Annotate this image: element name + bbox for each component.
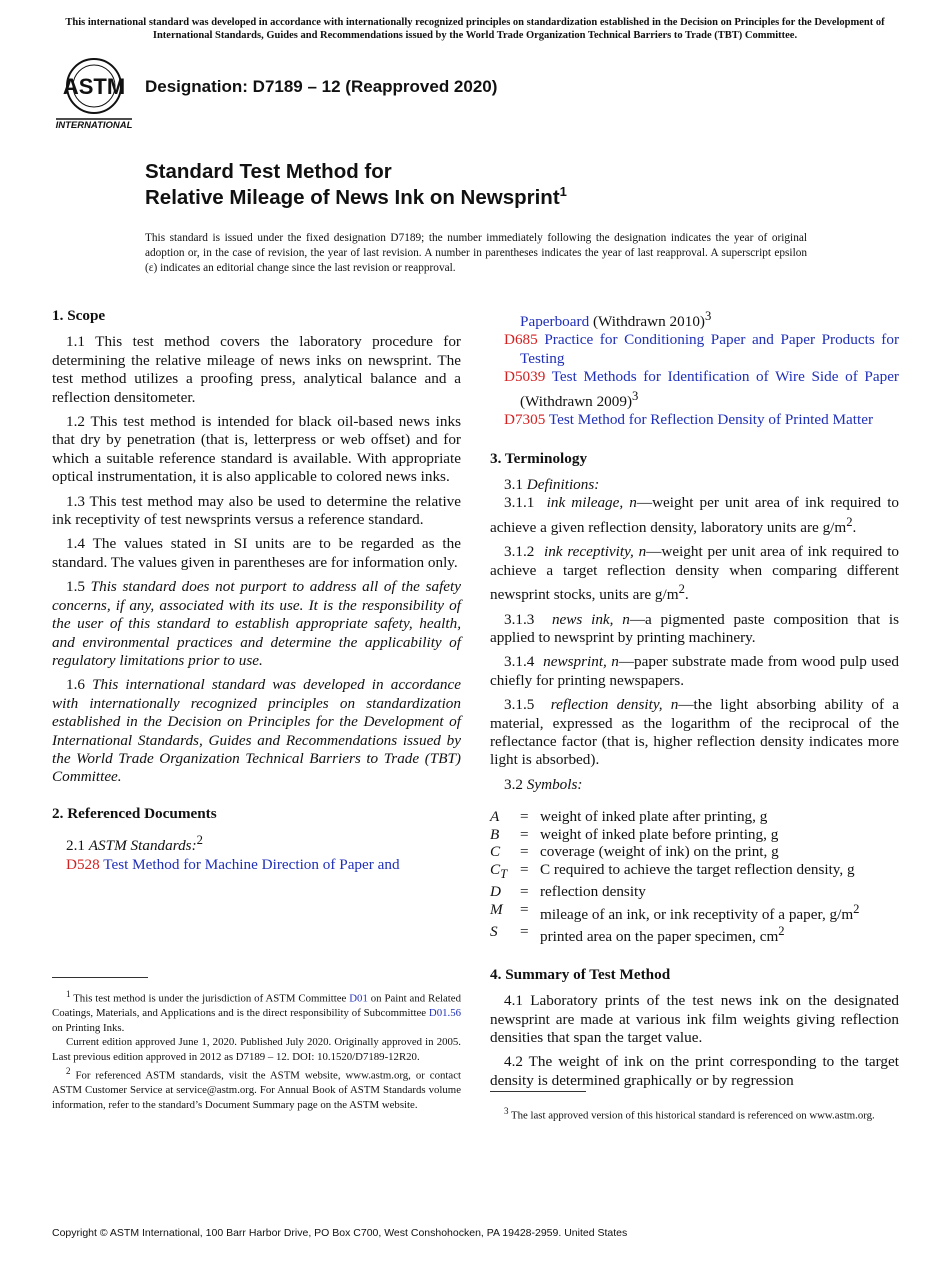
symbol-desc: weight of inked plate after printing, g <box>540 808 768 826</box>
def-news-ink <box>490 611 899 648</box>
symbol-row: $C_T$ = C required to achieve the target reflection density, g <box>490 861 899 884</box>
def-term: newsprint, n <box>543 653 619 671</box>
ref-code[interactable]: D7305 <box>504 411 546 429</box>
def-text: —the light absorbing ability of a material, expressed as the logarithm of the reciprocal of the reflectance factor (that is, higher reflection density indicates more light is absorbed). <box>490 696 899 769</box>
astm-logo-graphic <box>54 56 134 132</box>
ref-d528[interactable] <box>52 856 461 874</box>
def-num: 3.1.1 <box>504 494 535 512</box>
title-line1: Standard Test Method for <box>145 160 392 183</box>
ref-title[interactable]: Practice for Conditioning Paper and Paper Products for Testing <box>520 331 900 367</box>
def-text: —weight per unit area of ink required to achieve a given reflection density, laboratory units are g/m <box>490 494 900 536</box>
def-newsprint <box>490 653 899 690</box>
para-1-5-num: 1.5 <box>66 578 85 596</box>
symbol-row: D = reflection density <box>490 883 899 901</box>
para-4-1: 4.1 Laboratory prints of the test news ink on the designated newsprint are made at various ink film weights giving reflection densities that span the target value. <box>490 992 899 1047</box>
footnote-rule-left <box>52 977 148 978</box>
para-1-5-text: This standard does not purport to address all of the safety concerns, if any, associated with its use. It is the responsibility of the user of this standard to establish appropriate safety, health, and environmental practices and determine the applicability of regulatory limitations prior to use. <box>52 578 462 669</box>
ref-title-continued[interactable]: Paperboard <box>520 313 590 331</box>
footnote-3-mark: 3 <box>504 1106 509 1116</box>
def-reflection-density <box>490 696 899 770</box>
def-text: —paper substrate made from wood pulp used chiefly for printing newspapers. <box>490 653 900 689</box>
symbol: D <box>490 883 501 901</box>
footnote-1-edition: Current edition approved June 1, 2020. Published July 2020. Originally approved in 2005. Last previous edition approved in 2012 as D7189 – 12. DOI: 10.1520/D7189-12R20. <box>52 1036 461 1063</box>
para-3-1 <box>490 476 899 494</box>
ref-d7305[interactable] <box>490 411 899 429</box>
def-term: reflection density, n <box>550 696 679 714</box>
para-4-2: 4.2 The weight of ink on the print corresponding to the target density is determined graphically or by regression <box>490 1053 899 1089</box>
para-2-1-num: 2.1 <box>66 837 85 855</box>
ref-note: (Withdrawn 2009) <box>520 392 632 410</box>
ref-note: (Withdrawn 2010) <box>592 313 705 331</box>
ref-title[interactable]: Test Method for Reflection Density of Printed Matter <box>548 411 874 429</box>
para-1-3: 1.3 This test method may also be used to determine the relative ink receptivity of test newsprints versus a reference standard. <box>52 492 461 529</box>
logo-text: ASTM <box>62 74 126 99</box>
symbol-desc: weight of inked plate before printing, g <box>540 825 779 843</box>
footnote-mark-3[interactable]: 3 <box>632 388 639 403</box>
para-1-6-num: 1.6 <box>66 676 85 694</box>
symbol-row: A = weight of inked plate after printing, g <box>490 808 899 826</box>
def-num: 3.1.2 <box>504 543 535 561</box>
symbol-desc-text: mileage of an ink, or ink receptivity of a paper, g/m <box>540 905 854 923</box>
para-1-6 <box>52 676 461 786</box>
symbol-sup: 2 <box>853 901 860 916</box>
para-3-2 <box>490 776 899 794</box>
footnote-mark-3[interactable]: 3 <box>704 309 712 323</box>
committee-link[interactable]: D01 <box>349 992 368 1005</box>
symbols-list <box>490 808 899 946</box>
symbol-row: B = weight of inked plate before printing, g <box>490 826 899 844</box>
para-1-6-text: This international standard was developed in accordance with internationally recognized principles on standardization established in the Decision on Principles for the Development of International Standards, Guides and Recommendations issued by the World Trade Organization Technical Barriers to Trade (TBT) Committee. <box>52 676 462 786</box>
para-1-2: 1.2 This test method is intended for black oil-based news inks that dry by penetration (that is, letterpress or web offset) and for which a suitable reference standard is available. With appropriate optical instrumentation, it is also applicable to colored news inks. <box>52 413 461 486</box>
section-4-heading: 4. Summary of Test Method <box>490 965 671 983</box>
footnote-1-mark: 1 <box>66 989 71 999</box>
title-text: Relative Mileage of News Ink on Newsprint <box>145 185 560 209</box>
para-1-1: 1.1 This test method covers the laboratory procedure for determining the relative mileage of news inks on newsprint. The test method utilizes a proofing press, analytical balance and a reflection densitometer. <box>52 333 461 406</box>
def-num: 3.1.4 <box>504 653 535 671</box>
footnote-rule-right <box>490 1091 586 1092</box>
ref-title[interactable]: Test Methods for Identification of Wire Side of Paper <box>551 368 899 386</box>
top-notice: This international standard was developed in accordance with internationally recognized principles on standardization established in the Decision on Principles for the Development of International Standards, Guides and Recommendations issued by the World Trade Organization Technical Barriers to Trade (TBT) Committee. <box>65 17 885 41</box>
symbol-desc: C required to achieve the target reflection density, g <box>540 860 855 878</box>
copyright: Copyright © ASTM International, 100 Barr Harbor Drive, PO Box C700, West Conshohocken, PA 19428-2959. United States <box>52 1227 628 1239</box>
issued-note: This standard is issued under the fixed designation D7189; the number immediately following the designation indicates the year of original adoption or, in the case of revision, the year of last revision. A number in parentheses indicates the year of last reapproval. A superscript epsilon (ε) indicates an editorial change since the last revision or reapproval. <box>145 232 807 274</box>
footnote-3-text: The last approved version of this historical standard is referenced on www.astm.org. <box>511 1109 875 1122</box>
footnote-3 <box>490 1104 899 1123</box>
para-2-1-label: ASTM Standards: <box>88 837 197 855</box>
footnote-1-text-b: on Paint and Related Coatings, Materials, and Applications and is the direct responsibility of Subcommittee <box>52 992 461 1020</box>
para-3-1-num: 3.1 <box>504 475 523 493</box>
symbol-sub: T <box>500 866 508 881</box>
section-3-heading: 3. Terminology <box>490 449 588 467</box>
def-text: —weight per unit area of ink required to achieve a target reflection density when comparing different newsprint stocks, units are g/m <box>490 543 900 604</box>
symbol-row: S = printed area on the paper specimen, $cm^2$ <box>490 923 899 946</box>
title-line2 <box>145 184 567 210</box>
footnote-2-mark: 2 <box>66 1066 71 1077</box>
footnotes-right <box>490 1104 899 1123</box>
symbol <box>490 861 520 884</box>
def-term: news ink, n <box>551 610 630 628</box>
ref-code[interactable]: D5039 <box>504 368 546 386</box>
ref-title[interactable]: Test Method for Machine Direction of Paper and <box>103 855 400 873</box>
ref-d685[interactable] <box>490 331 899 368</box>
section-1-heading: 1. Scope <box>52 307 106 324</box>
symbol-desc-text: printed area on the paper specimen, cm <box>540 928 779 946</box>
def-num: 3.1.5 <box>504 696 535 714</box>
symbol: C <box>490 843 501 861</box>
footnote-mark-2[interactable]: 2 <box>196 833 203 848</box>
symbol-desc <box>540 923 899 946</box>
def-ink-receptivity: 3.1.2 ink receptivity, n—weight per unit area of ink required to achieve a target reflection density when comparing different newsprint stocks, units are $g/m^2$. <box>490 543 900 604</box>
left-column <box>52 307 461 874</box>
footnotes-left <box>52 987 461 1112</box>
para-2-1 <box>52 831 461 855</box>
para-3-2-num: 3.2 <box>504 775 523 793</box>
symbol-sup: 2 <box>778 924 785 939</box>
symbol: B <box>490 825 500 843</box>
footnote-1-text-c: on Printing Inks. <box>52 1021 125 1034</box>
section-2-heading: 2. Referenced Documents <box>52 804 217 822</box>
symbol: M <box>490 900 503 918</box>
def-ink-mileage: 3.1.1 ink mileage, n—weight per unit area of ink required to achieve a given reflection density, laboratory units are $g/m^2$. <box>490 494 900 536</box>
symbol-desc <box>540 901 899 924</box>
subcommittee-link[interactable]: D01.56 <box>428 1007 461 1020</box>
logo-subtext: INTERNATIONAL <box>55 120 133 131</box>
para-1-5 <box>52 578 461 670</box>
def-num: 3.1.3 <box>504 610 535 628</box>
designation: Designation: D7189 – 12 (Reapproved 2020) <box>145 77 498 96</box>
def-term: ink mileage, n <box>546 494 637 512</box>
symbol-desc: reflection density <box>540 883 646 901</box>
def-term: ink receptivity, n <box>543 543 647 561</box>
astm-logo <box>54 56 134 132</box>
ref-d5039[interactable] <box>490 368 899 411</box>
ref-d528-cont <box>490 307 899 331</box>
symbol-row: C = coverage (weight of ink) on the print, g <box>490 843 899 861</box>
footnote-2-text: For referenced ASTM standards, visit the ASTM website, www.astm.org, or contact ASTM Customer Service at service@astm.org. For Annual Book of ASTM Standards volume information, refer to the standard’s Document Summary page on the ASTM website. <box>52 1069 461 1111</box>
symbol: S <box>490 923 498 941</box>
para-3-2-label: Symbols: <box>526 775 583 793</box>
def-text: —a pigmented paste composition that is applied to newsprint by printing machinery. <box>490 610 899 646</box>
symbol-row: M = mileage of an ink, or ink receptivity of a paper, $g/m^2$ <box>490 901 899 924</box>
footnote-1 <box>52 987 461 1035</box>
title-footnote-mark[interactable]: 1 <box>559 184 567 199</box>
symbol-letter: C <box>490 860 501 878</box>
ref-code[interactable]: D528 <box>66 855 100 873</box>
symbol-desc: coverage (weight of ink) on the print, g <box>540 843 779 861</box>
para-3-1-label: Definitions: <box>526 475 600 493</box>
footnote-1-text: This test method is under the jurisdiction of ASTM Committee <box>73 992 350 1005</box>
para-1-4: 1.4 The values stated in SI units are to be regarded as the standard. The values given in parentheses are for information only. <box>52 535 461 571</box>
ref-code[interactable]: D685 <box>504 331 538 349</box>
symbol: A <box>490 808 500 826</box>
footnote-2 <box>52 1064 461 1112</box>
right-column <box>490 307 899 1096</box>
